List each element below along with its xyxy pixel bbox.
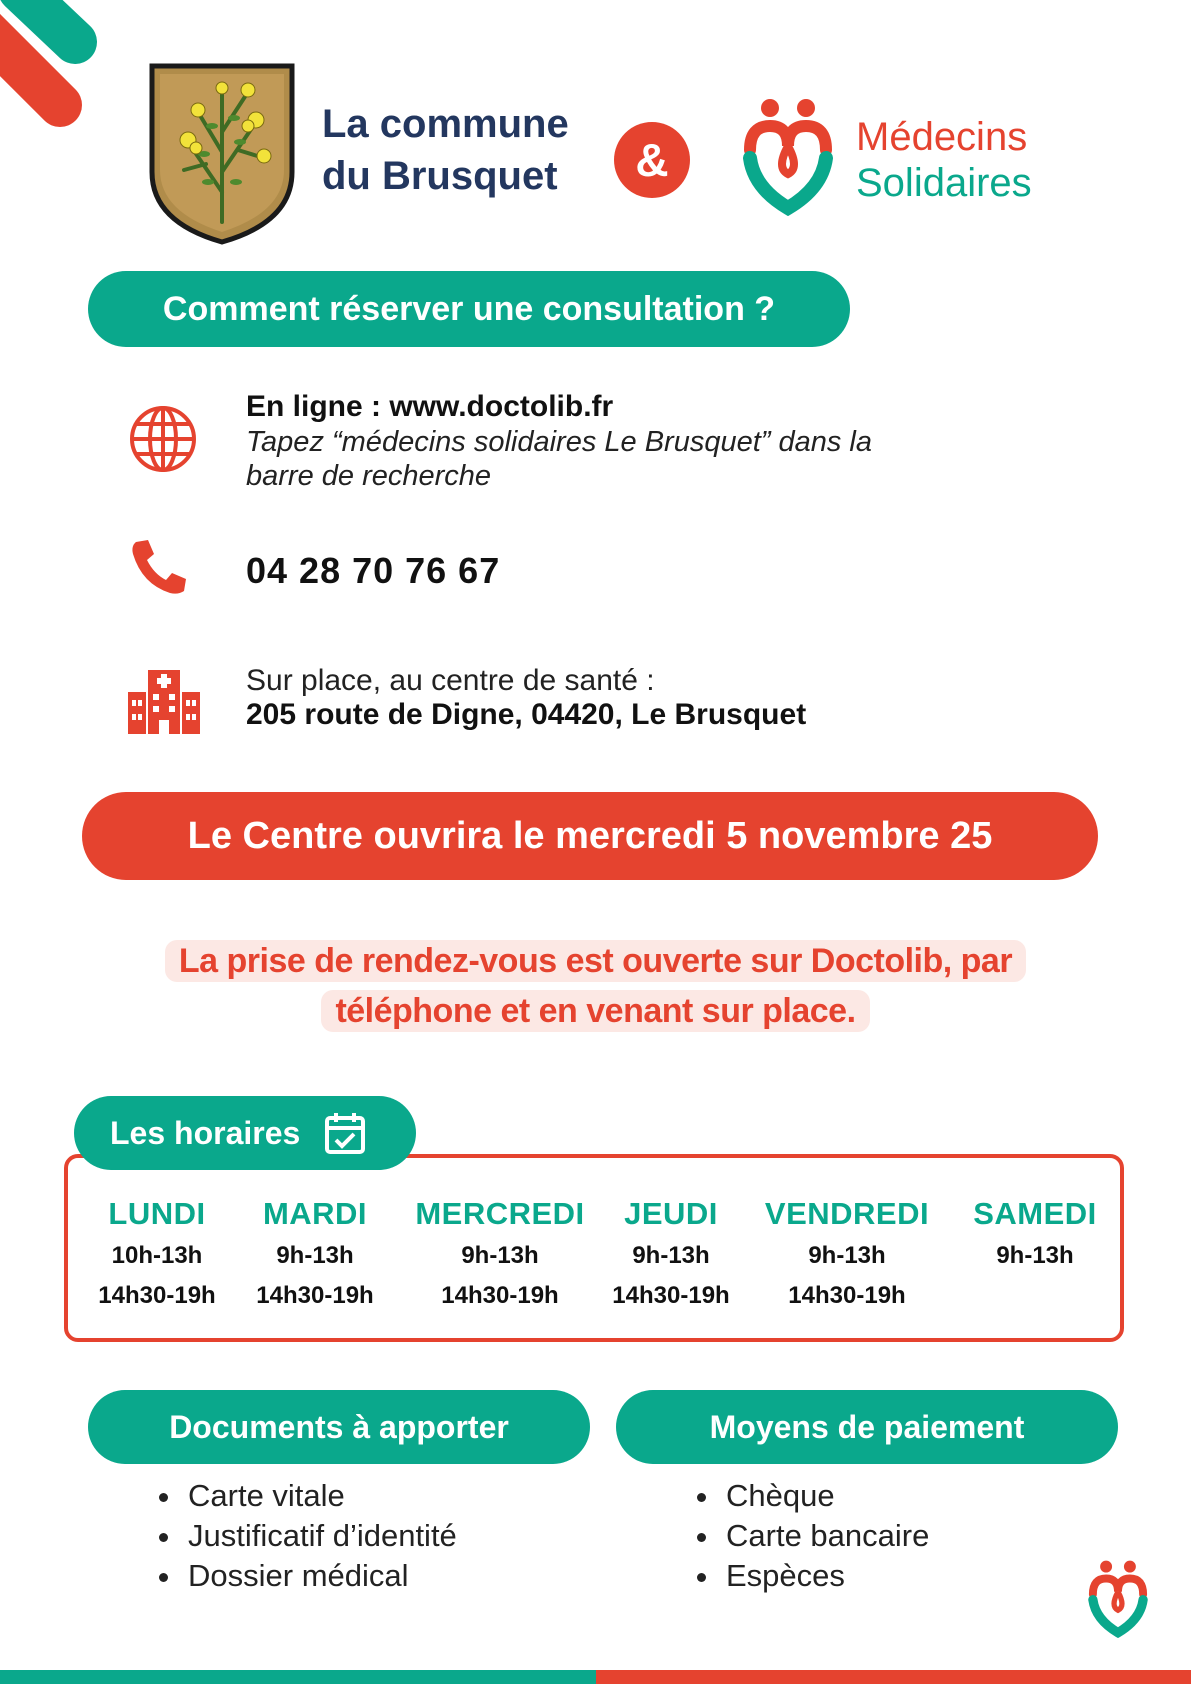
heart-logo-icon — [740, 98, 836, 216]
bottom-stripe-green — [0, 1670, 596, 1684]
commune-name-line2: du Brusquet — [322, 154, 558, 198]
onsite-address: 205 route de Digne, 04420, Le Brusquet — [246, 698, 807, 731]
online-hint-line1: Tapez “médecins solidaires Le Brusquet” dans la — [246, 426, 872, 458]
corner-decoration — [0, 0, 110, 140]
online-label: En ligne : www.doctolib.fr — [246, 390, 614, 423]
onsite-label: Sur place, au centre de santé : — [246, 664, 655, 697]
commune-name-line1: La commune — [322, 102, 569, 146]
list-item: • Justificatif d’identité — [184, 1516, 457, 1556]
day-afternoon-hours: 14h30-19h — [256, 1282, 374, 1309]
day-name: MERCREDI — [415, 1196, 585, 1231]
day-afternoon-hours: 14h30-19h — [612, 1282, 730, 1309]
day-afternoon-hours: 14h30-19h — [98, 1282, 216, 1309]
list-item: • Dossier médical — [184, 1556, 457, 1596]
schedule-day-samedi — [950, 1196, 1120, 1276]
schedule-day-lundi — [72, 1196, 242, 1316]
opening-banner — [82, 792, 1098, 880]
day-morning-hours: 9h-13h — [632, 1242, 710, 1269]
partner-name-line2: Solidaires — [856, 161, 1032, 205]
day-morning-hours: 9h-13h — [276, 1242, 354, 1269]
day-name: MARDI — [262, 1196, 368, 1231]
ampersand-badge — [614, 122, 690, 198]
list-item: • Carte bancaire — [722, 1516, 929, 1556]
day-morning-hours: 10h-13h — [111, 1242, 203, 1269]
phone-icon — [130, 538, 188, 596]
payment-title — [616, 1390, 1118, 1464]
booking-notice — [0, 936, 1191, 1036]
day-afternoon-hours: 14h30-19h — [788, 1282, 906, 1309]
globe-icon — [128, 404, 198, 474]
day-afternoon-hours: 14h30-19h — [441, 1282, 559, 1309]
booking-notice-line2: téléphone et en venant sur place. — [321, 990, 869, 1032]
day-morning-hours: 9h-13h — [461, 1242, 539, 1269]
booking-notice-line1: La prise de rendez-vous est ouverte sur Doctolib, par — [165, 940, 1026, 982]
schedule-title — [74, 1096, 416, 1170]
schedule-day-mercredi — [415, 1196, 585, 1316]
calendar-check-icon — [324, 1111, 366, 1155]
day-name: JEUDI — [624, 1196, 718, 1231]
hospital-icon — [128, 670, 200, 734]
bottom-stripe-red — [596, 1670, 1191, 1684]
partner-name — [856, 114, 1032, 206]
booking-title — [88, 271, 850, 347]
schedule-title-text: Les horaires — [110, 1114, 301, 1151]
payment-list — [688, 1476, 929, 1596]
partner-name-line1: Médecins — [856, 115, 1028, 159]
list-item: • Espèces — [722, 1556, 929, 1596]
schedule-day-vendredi — [762, 1196, 932, 1316]
day-morning-hours: 9h-13h — [996, 1242, 1074, 1269]
day-name: SAMEDI — [973, 1196, 1097, 1231]
list-item: • Carte vitale — [184, 1476, 457, 1516]
opening-banner-text: Le Centre ouvrira le mercredi 5 novembre 25 — [187, 814, 993, 857]
ampersand: & — [635, 134, 669, 186]
online-hint-line2: barre de recherche — [246, 460, 492, 492]
day-morning-hours: 9h-13h — [808, 1242, 886, 1269]
booking-title-text: Comment réserver une consultation ? — [162, 289, 776, 328]
schedule-day-jeudi — [586, 1196, 756, 1316]
small-heart-logo-icon — [1086, 1560, 1150, 1638]
documents-list — [150, 1476, 457, 1596]
schedule-day-mardi — [230, 1196, 400, 1316]
coat-of-arms-icon — [148, 62, 296, 245]
day-name: VENDREDI — [764, 1196, 930, 1231]
documents-title — [88, 1390, 590, 1464]
commune-name — [322, 98, 569, 202]
payment-title-text: Moyens de paiement — [709, 1408, 1025, 1445]
documents-title-text: Documents à apporter — [169, 1408, 509, 1445]
list-item: • Chèque — [722, 1476, 929, 1516]
day-name: LUNDI — [108, 1196, 206, 1231]
phone-number: 04 28 70 76 67 — [246, 550, 501, 591]
